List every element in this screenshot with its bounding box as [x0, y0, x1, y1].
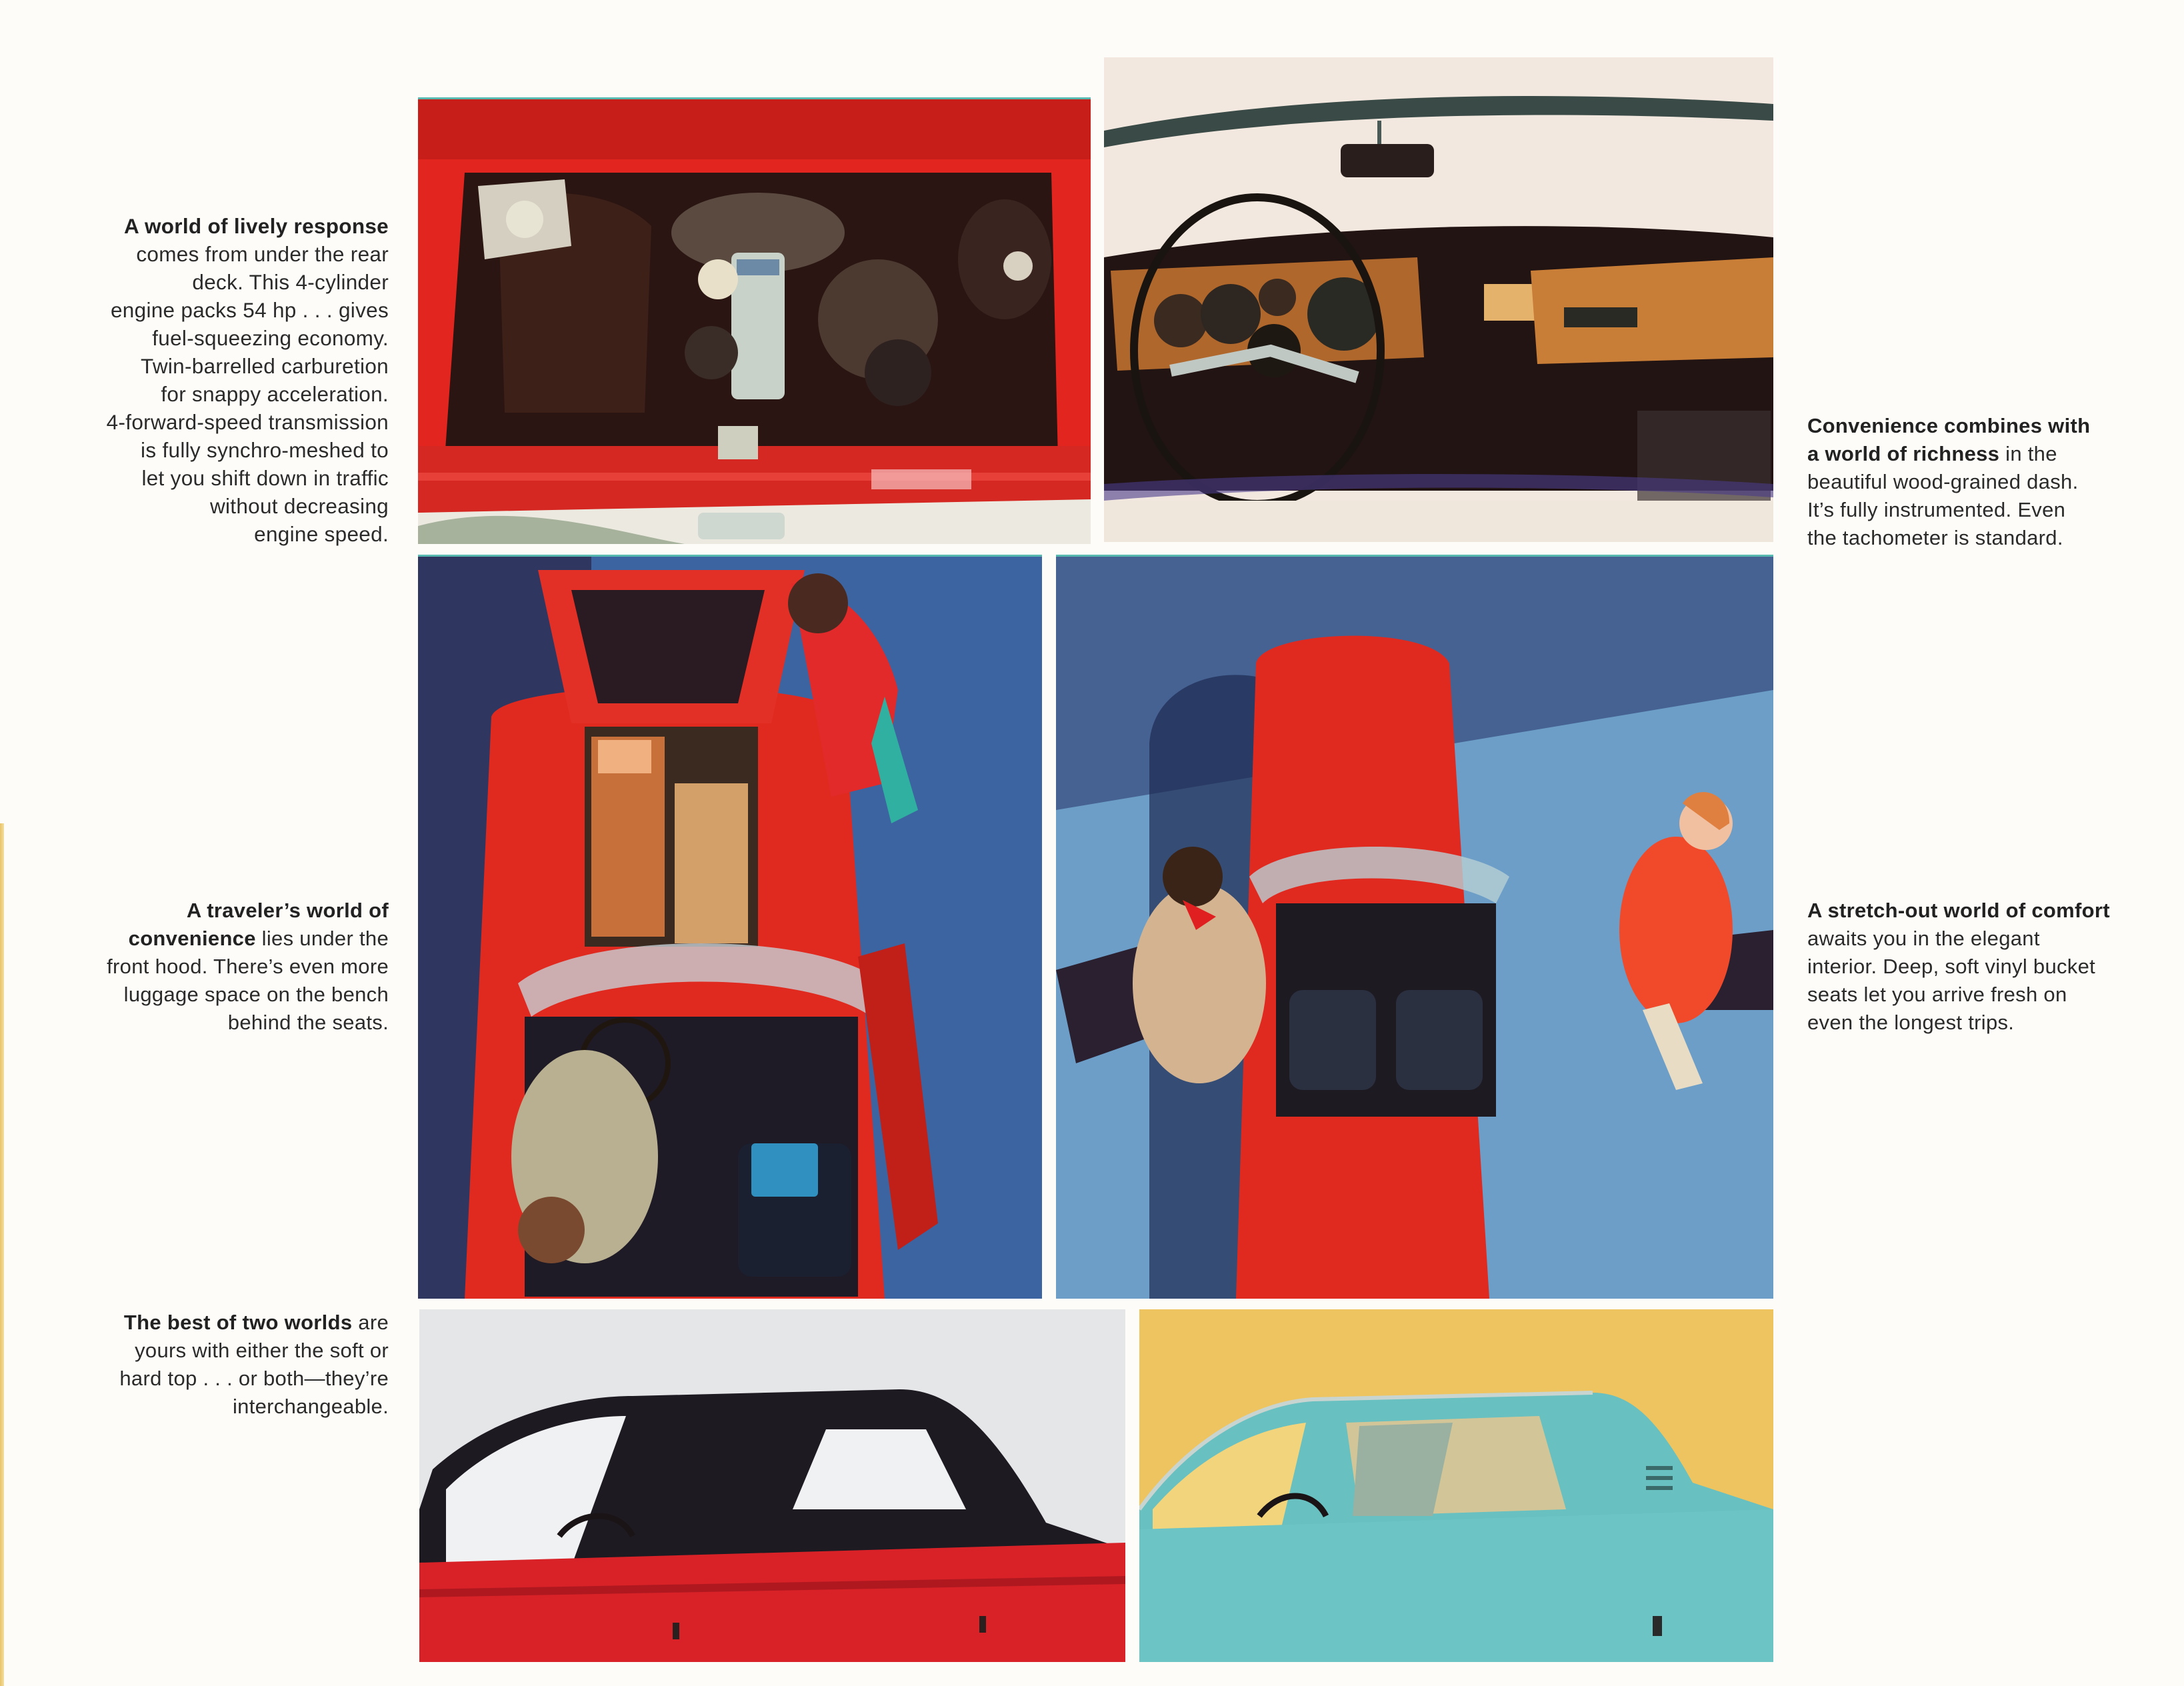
caption-line: awaits you in the elegant: [1807, 927, 2040, 950]
caption-comfort: [1807, 897, 2154, 1037]
photo-overhead-interior: [1056, 555, 1773, 1299]
caption-line: beautiful wood-grained dash.: [1807, 470, 2079, 493]
caption-line: interchangeable.: [232, 1395, 389, 1418]
caption-line: Twin-barrelled carburetion: [141, 354, 389, 378]
caption-line: for snappy acceleration.: [161, 382, 389, 406]
engine-bay-illustration: [418, 99, 1091, 544]
caption-line: is fully synchro-meshed to: [141, 438, 389, 462]
front-trunk-illustration: [418, 557, 1042, 1299]
caption-line: interior. Deep, soft vinyl bucket: [1807, 955, 2096, 978]
caption-heading: Convenience combines with: [1807, 414, 2091, 437]
caption-heading: a world of richness: [1807, 442, 2000, 465]
caption-line: 4-forward-speed transmission: [106, 410, 389, 434]
caption-line: let you shift down in traffic: [141, 466, 389, 490]
caption-line: hard top . . . or both—they’re: [119, 1367, 389, 1390]
caption-heading: A traveler’s world of: [186, 899, 389, 922]
overhead-interior-illustration: [1056, 557, 1773, 1299]
caption-line: fuel-squeezing economy.: [152, 326, 389, 350]
soft-top-illustration: [419, 1309, 1125, 1662]
caption-line: the tachometer is standard.: [1807, 526, 2063, 549]
caption-line: comes from under the rear: [136, 242, 389, 266]
page-edge-strip: [0, 823, 4, 1686]
caption-text: lies under the: [255, 927, 389, 950]
dashboard-illustration: [1104, 57, 1773, 542]
caption-line: It’s fully instrumented. Even: [1807, 498, 2066, 521]
caption-line: without decreasing: [209, 494, 389, 518]
caption-luggage: [57, 897, 389, 1037]
caption-heading: A stretch-out world of comfort: [1807, 899, 2110, 922]
caption-line: even the longest trips.: [1807, 1011, 2015, 1034]
caption-line: yours with either the soft or: [135, 1339, 389, 1362]
caption-heading: A world of lively response: [124, 214, 389, 238]
caption-line: engine speed.: [254, 522, 389, 546]
caption-line: front hood. There’s even more: [107, 955, 389, 978]
caption-heading: The best of two worlds: [123, 1311, 353, 1334]
photo-hard-top: [1139, 1309, 1773, 1662]
photo-front-trunk: [418, 555, 1042, 1299]
caption-heading: convenience: [128, 927, 256, 950]
caption-line: engine packs 54 hp . . . gives: [110, 298, 389, 322]
caption-line: behind the seats.: [227, 1011, 389, 1034]
caption-tops: [63, 1309, 389, 1421]
photo-soft-top: [419, 1309, 1125, 1662]
caption-dashboard: [1807, 412, 2154, 552]
caption-engine: [63, 212, 389, 548]
caption-text: are: [352, 1311, 389, 1334]
photo-dashboard: [1104, 57, 1773, 542]
caption-line: luggage space on the bench: [123, 983, 389, 1006]
caption-line: seats let you arrive fresh on: [1807, 983, 2067, 1006]
caption-line: deck. This 4-cylinder: [192, 270, 389, 294]
caption-text: in the: [1999, 442, 2057, 465]
photo-engine-bay: [418, 97, 1091, 544]
hard-top-illustration: [1139, 1309, 1773, 1662]
